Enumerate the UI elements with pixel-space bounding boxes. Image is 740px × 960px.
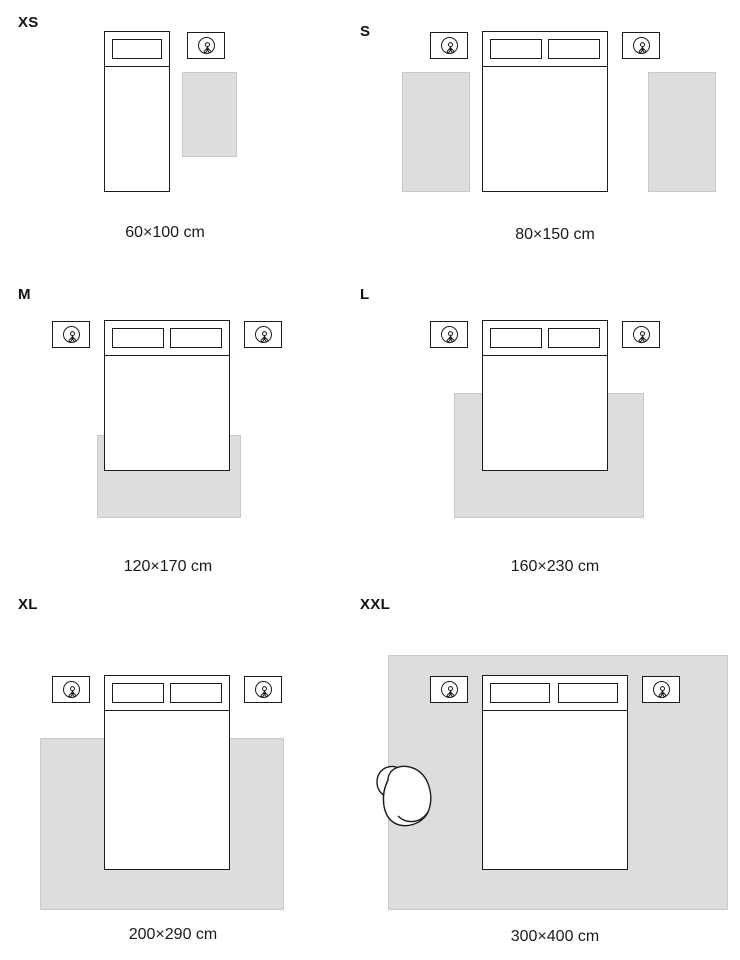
nightstand-left[interactable] xyxy=(430,32,468,59)
lamp-icon xyxy=(441,681,458,698)
variant-dimension-label: 160×230 cm xyxy=(510,558,600,575)
rug-area xyxy=(402,72,470,192)
nightstand-right[interactable] xyxy=(187,32,225,59)
pillow xyxy=(548,328,600,348)
pillow xyxy=(170,683,222,703)
lamp-icon xyxy=(441,326,458,343)
variant-dimension-label: 200×290 cm xyxy=(128,926,218,943)
variant-xl-diagram xyxy=(0,620,360,910)
lamp-icon xyxy=(633,37,650,54)
lamp-icon xyxy=(633,326,650,343)
nightstand-right[interactable] xyxy=(622,32,660,59)
variant-m-diagram xyxy=(0,280,360,550)
variant-xxl-diagram xyxy=(360,620,740,910)
pillow xyxy=(112,39,162,59)
nightstand-right[interactable] xyxy=(642,676,680,703)
variant-dimension-label: 80×150 cm xyxy=(515,226,595,243)
rug-area xyxy=(182,72,237,157)
pillow xyxy=(548,39,600,59)
variant-size-label: S xyxy=(360,23,371,40)
variant-dimension-label: 60×100 cm xyxy=(125,224,205,241)
lamp-icon xyxy=(255,326,272,343)
variant-size-label: L xyxy=(360,286,370,303)
nightstand-right[interactable] xyxy=(244,321,282,348)
variant-l-diagram xyxy=(360,280,740,550)
nightstand-left[interactable] xyxy=(52,676,90,703)
lamp-icon xyxy=(441,37,458,54)
rug-area xyxy=(648,72,716,192)
armchair-icon xyxy=(368,760,450,845)
nightstand-left[interactable] xyxy=(430,321,468,348)
variant-size-label: XXL xyxy=(360,596,391,613)
variant-size-label: XL xyxy=(18,596,38,613)
pillow xyxy=(112,683,164,703)
lamp-icon xyxy=(63,681,80,698)
pillow xyxy=(490,39,542,59)
nightstand-right[interactable] xyxy=(244,676,282,703)
variant-dimension-label: 120×170 cm xyxy=(123,558,213,575)
variant-s-diagram xyxy=(360,0,740,210)
lamp-icon xyxy=(198,37,215,54)
nightstand-right[interactable] xyxy=(622,321,660,348)
pillow xyxy=(112,328,164,348)
nightstand-left[interactable] xyxy=(430,676,468,703)
lamp-icon xyxy=(653,681,670,698)
variant-dimension-label: 300×400 cm xyxy=(510,928,600,945)
bed-body xyxy=(104,66,170,192)
bed-body xyxy=(482,66,608,192)
variant-xs-diagram xyxy=(0,0,360,210)
lamp-icon xyxy=(63,326,80,343)
pillow xyxy=(490,683,550,703)
pillow xyxy=(170,328,222,348)
nightstand-left[interactable] xyxy=(52,321,90,348)
variant-size-label: M xyxy=(18,286,31,303)
pillow xyxy=(490,328,542,348)
lamp-icon xyxy=(255,681,272,698)
pillow xyxy=(558,683,618,703)
variant-size-label: XS xyxy=(18,14,39,31)
